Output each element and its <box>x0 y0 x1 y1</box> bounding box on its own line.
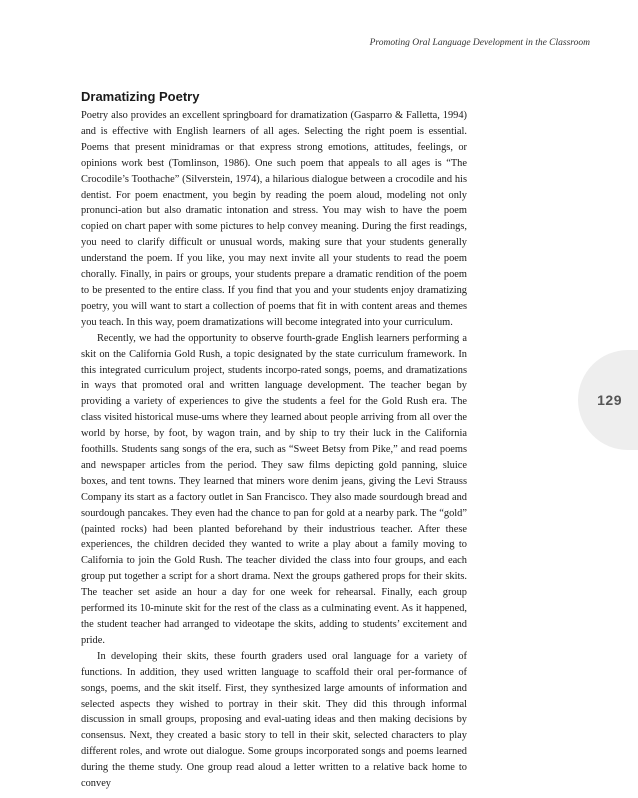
page-number: 129 <box>597 392 622 408</box>
section-title: Dramatizing Poetry <box>81 89 200 104</box>
running-head: Promoting Oral Language Development in the Classroom <box>369 38 590 48</box>
main-content <box>81 88 467 792</box>
paragraph-1: Poetry also provides an excellent springboard for dramatization (Gasparro & Falletta, 1994) and is effective with English learners of all ages. Selecting the right poem is essential. Poems that present minidramas or that express strong emotions, attitudes, feelings, or opinions work best (Tomlinson, 1986). One such poem that appeals to all ages is “The Crocodile’s Toothache” (Silverstein, 1974), a hilarious dialogue between a crocodile and his dentist. For poem enactment, you begin by reading the poem aloud, modeling not only pronunci-ation but also dramatic intonation and stress. You may wish to have the poem copied on chart paper with some pictures to help convey meaning. During the first readings, you need to clarify difficult or unusual words, making sure that your students generally understand the poem. If you like, you may next invite all your students to read the poem chorally. Finally, in pairs or groups, your students prepare a dramatic rendition of the poem to be presented to the entire class. If you find that you and your students enjoy dramatizing poetry, you will want to start a collection of poems that fit in with content areas and themes you teach. In this way, poem dramatizations will become integrated into your curriculum. <box>81 110 467 328</box>
paragraph-2: Recently, we had the opportunity to observe fourth-grade English learners performing a skit on the California Gold Rush, a topic designated by the state curriculum framework. In this integrated curriculum project, students incorpo-rated songs, poems, and dramatizations in ways that promoted oral and written language development. The teacher began by providing a variety of experiences to give the students a feel for the Gold Rush era. The class visited historical muse-ums where they learned about people arriving from all over the world by horse, by foot, by wagon train, and by ship to try their luck in the California foothills. Students sang songs of the era, such as “Sweet Betsy from Pike,” and read poems and newspaper articles from the period. They saw films depicting gold panning, sluice boxes, and tent towns. They learned that miners wore denim jeans, giving the Levi Strauss Company its start as a factory outlet in San Francisco. They also made sourdough bread and sourdough pancakes. They even had the chance to pan for gold at a nearby park. The “gold” (painted rocks) had been planted beforehand by their industrious teacher. After these experiences, the children decided they wanted to write a play about a family moving to California to join the Gold Rush. The teacher divided the class into four groups, and each group put together a script for a short drama. Next the groups gathered props for their skits. The teacher set aside an hour a day for one week for rehearsal. Finally, each group performed its 10-minute skit for the rest of the class as a culminating event. As it happened, the student teacher had arranged to videotape the skits, adding to students’ excitement and pride. <box>81 332 467 646</box>
paragraph-3: In developing their skits, these fourth graders used oral language for a variety of functions. In addition, they used written language to scaffold their oral per-formance of songs, poems, and the skit itself. First, they synthesized large amounts of information and selected aspects they wished to portray in their skit. They did this through informal discussion in small groups, proposing and eval-uating ideas and then making decisions by consensus. Next, they created a basic story to tell in their skit, selected characters to play different roles, and wrote out dialogue. Some groups incorporated songs and poems learned during the theme study. One group read aloud a letter written to a relative back home to convey <box>81 650 467 790</box>
